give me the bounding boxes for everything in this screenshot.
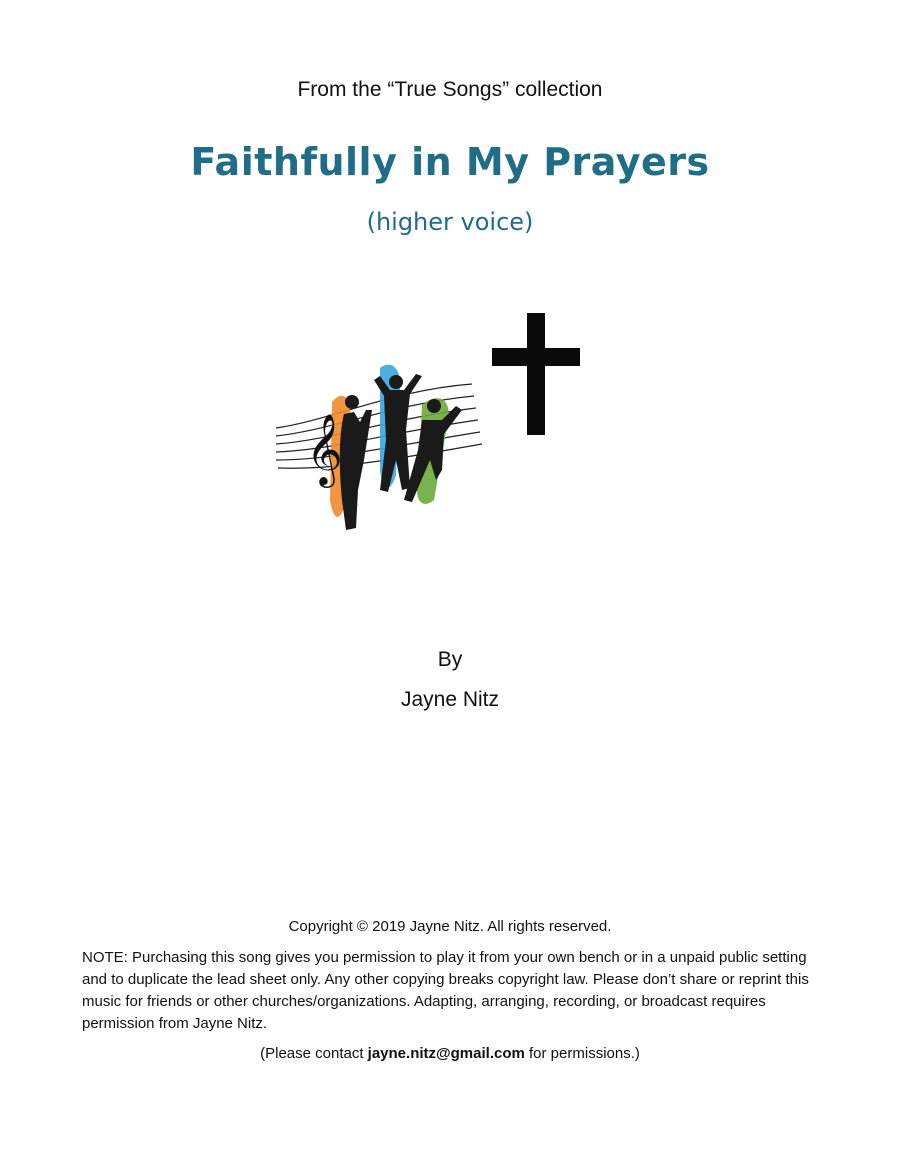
cross-icon-horizontal-bar — [492, 348, 580, 366]
song-subtitle: (higher voice) — [366, 208, 534, 236]
cross-icon-vertical-bar — [527, 313, 545, 435]
singer-figures — [340, 374, 462, 530]
treble-clef-icon: 𝄞 — [306, 412, 343, 485]
contact-line — [0, 1045, 900, 1062]
contact-prefix: (Please contact — [260, 1045, 368, 1062]
collection-line: From the “True Songs” collection — [297, 78, 603, 101]
song-title: Faithfully in My Prayers — [190, 140, 710, 184]
copyright-notice: Copyright © 2019 Jayne Nitz. All rights reserved. — [288, 918, 612, 935]
singers-music-staff-logo — [272, 350, 487, 540]
author-name: Jayne Nitz — [400, 688, 500, 711]
usage-note: NOTE: Purchasing this song gives you permission to play it from your own bench or in a unpaid public setting and to duplicate the lead sheet only. Any other copying breaks copyright law. Please don’t share or reprint this music for friends or other churches/organizations. Adapting, arranging, recording, or broadcast requires permission from Jayne Nitz. — [82, 949, 809, 1032]
contact-suffix: for permissions.) — [524, 1045, 640, 1062]
contact-email: jayne.nitz@gmail.com — [367, 1045, 525, 1062]
by-label: By — [437, 648, 463, 671]
